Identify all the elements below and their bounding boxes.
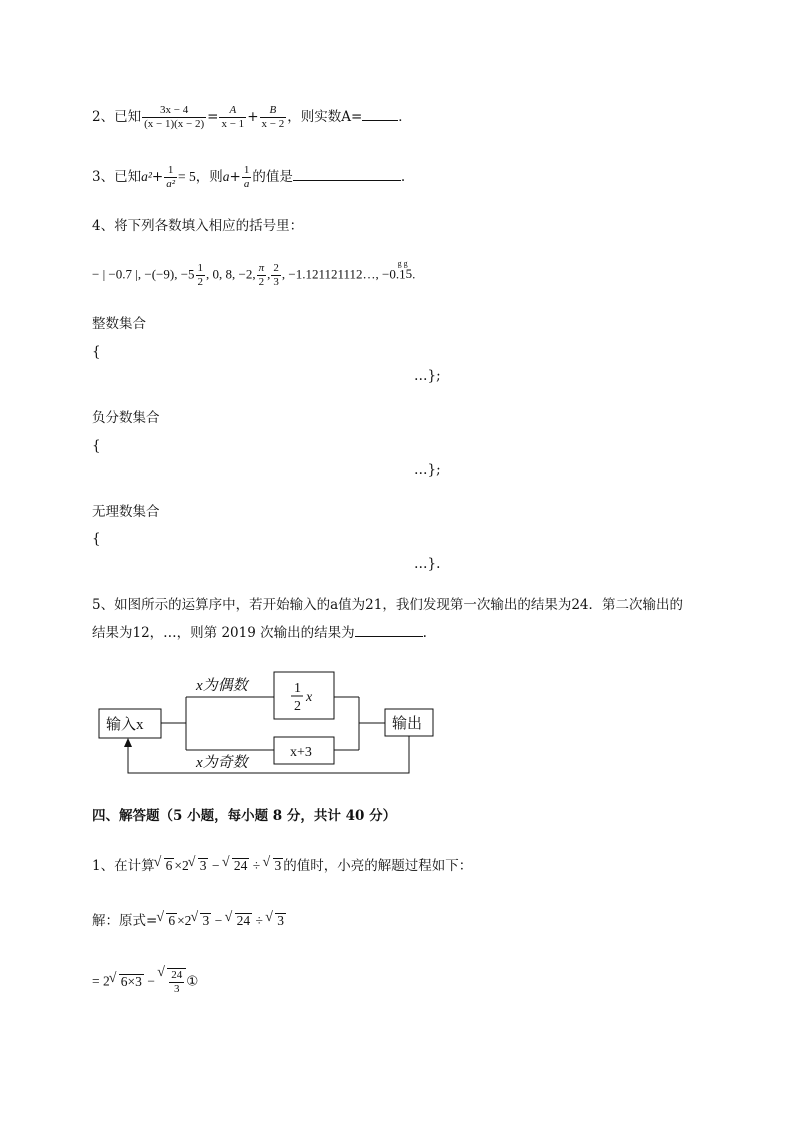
question-text: ，则实数A= <box>287 109 363 125</box>
question-text: 已知 <box>114 169 142 185</box>
fraction-denominator: a² <box>166 178 176 190</box>
section-heading: 四、解答题（5 小题，每小题 8 分，共计 40 分） <box>92 808 397 824</box>
fraction-numerator: √ 24 <box>171 969 183 981</box>
repeating-dots: g g <box>397 259 408 269</box>
arrow-head-icon <box>124 738 132 747</box>
number-list-part: − | −0.7 |, −(−9), −5 <box>92 266 195 282</box>
fraction-numerator: 2 <box>273 262 279 274</box>
minus-sign: − <box>208 858 223 873</box>
set-integer-open: { <box>92 344 101 360</box>
math-term: a² <box>141 169 152 184</box>
fraction-denominator: 3 <box>174 983 180 995</box>
math-term: = 5 <box>178 169 196 184</box>
radical: √ 3 <box>198 858 209 873</box>
step-marker: ① <box>186 973 199 989</box>
fraction-denominator: a <box>243 178 250 190</box>
number-list-part: , −1.121121112…, −0.1 <box>281 266 406 282</box>
fraction-denominator: x − 2 <box>261 118 285 130</box>
fraction-numerator: A <box>219 104 246 118</box>
question-text: 1、在计算 <box>92 858 155 874</box>
plus-sign: + <box>151 169 164 185</box>
fraction-numerator: π <box>258 262 265 274</box>
divide-sign: ÷ <box>252 913 267 928</box>
fraction-denominator: 2 <box>258 276 265 288</box>
solution-label: 解：原式= <box>92 913 158 929</box>
radical: √ 6 <box>166 913 177 928</box>
radical: √ 6 <box>164 858 175 873</box>
divide-sign: ÷ <box>249 858 264 873</box>
problem-1-statement <box>92 856 472 876</box>
plus-sign: + <box>229 169 241 185</box>
math-term: ×2 <box>177 913 192 928</box>
fraction-denominator: 2 <box>197 276 204 288</box>
fraction-denominator: x − 1 <box>221 118 245 130</box>
feedback-loop-arrow <box>128 736 409 773</box>
set-negative-fraction-close[interactable]: …}; <box>414 462 441 478</box>
radical: √ 24 <box>235 913 253 928</box>
plus-three-label: x+3 <box>290 745 312 760</box>
math-term: ×2 <box>174 858 189 873</box>
period: ． <box>398 109 412 125</box>
question-text: ，则 <box>195 169 223 185</box>
half-variable: x <box>306 690 313 705</box>
fraction <box>169 969 184 996</box>
question-text: 的值是 <box>252 169 293 185</box>
output-label: 输出 <box>392 716 423 732</box>
period: . <box>422 625 427 641</box>
minus-sign: − <box>211 913 226 928</box>
half-denominator: 2 <box>294 699 301 714</box>
period: . <box>412 266 416 282</box>
question-4-intro: 4、将下列各数填入相应的括号里： <box>92 218 304 234</box>
question-text: 结果为12，…，则第 2019 次输出的结果为 <box>92 625 355 641</box>
question-text: 的值时，小亮的解题过程如下： <box>283 858 473 874</box>
set-irrational-close[interactable]: …}. <box>414 556 441 572</box>
half-operation-box <box>274 672 334 719</box>
solution-line-1 <box>92 911 286 931</box>
set-integer-label: 整数集合 <box>92 316 146 332</box>
math-term: = 2 <box>92 973 110 989</box>
period: . <box>400 169 406 185</box>
repeating-digit-value: 5 <box>405 266 413 282</box>
question-5-line-1: 5、如图所示的运算序中，若开始输入的a值为21，我们发现第一次输出的结果为24．第二次输出的 <box>92 597 683 613</box>
fraction-numerator: 1 <box>243 164 250 176</box>
set-irrational-open: { <box>92 531 101 547</box>
radical: √ 3 <box>200 913 211 928</box>
radical: √ 3 <box>275 913 286 928</box>
plus-sign: + <box>247 109 259 125</box>
radical-fraction <box>167 968 186 996</box>
half-numerator: 1 <box>294 681 301 696</box>
equals-sign: = <box>207 109 219 125</box>
fraction-numerator: 3x − 4 <box>142 104 206 118</box>
set-irrational-label: 无理数集合 <box>92 504 160 520</box>
fraction-numerator: B <box>260 104 287 118</box>
even-branch-label: x为偶数 <box>196 678 248 694</box>
fraction-denominator: 3 <box>273 276 279 288</box>
set-integer-close[interactable]: …}; <box>414 368 441 384</box>
radical: √ 24 <box>232 858 250 873</box>
solution-line-2 <box>92 968 198 996</box>
question-number: 2、 <box>92 109 115 125</box>
fraction-numerator: 1 <box>197 262 204 274</box>
odd-branch-label: x为奇数 <box>196 755 248 771</box>
radical: √ 3 <box>273 858 284 873</box>
math-term: a <box>222 169 230 184</box>
question-number: 3、 <box>92 169 115 185</box>
set-negative-fraction-open: { <box>92 438 101 454</box>
fraction-denominator: (x − 1)(x − 2) <box>144 118 205 130</box>
minus-sign: − <box>143 973 159 989</box>
number-list-part: , 0, 8, −2, <box>206 266 256 282</box>
question-text: 已知 <box>114 109 142 125</box>
comma: , <box>267 266 271 282</box>
fraction-numerator: 1 <box>164 164 177 178</box>
radical: √ 6×3 <box>119 974 144 989</box>
set-negative-fraction-label: 负分数集合 <box>92 410 160 426</box>
input-label: 输入x <box>106 717 144 733</box>
